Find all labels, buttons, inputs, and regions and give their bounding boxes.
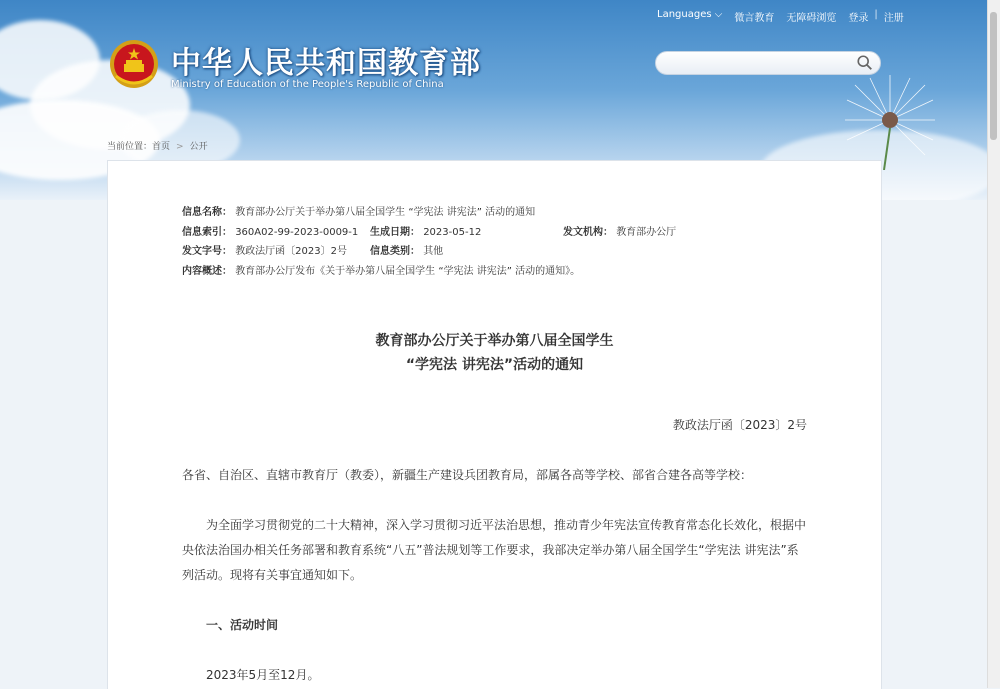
body-paragraph: 为全面学习贯彻党的二十大精神，深入学习贯彻习近平法治思想，推动青少年宪法宣传教育常态化长效化，根据中央依法治国办相关任务部署和教育系统“八五”普法规划等工作要求，我部决定举办第八届全国学生“学宪法 讲宪法”系列活动。现将有关事宜通知如下。 (182, 518, 807, 582)
meta-name-value: 教育部办公厅关于举办第八届全国学生 “学宪法 讲宪法” 活动的通知 (235, 207, 536, 218)
meta-row-docno (182, 242, 580, 262)
meta-summary-value: 教育部办公厅发布《关于举办第八届全国学生 “学宪法 讲宪法” 活动的通知》。 (235, 265, 581, 277)
meta-org-value: 教育部办公厅 (616, 226, 677, 238)
weibo-link[interactable]: 微言教育 (734, 13, 775, 24)
search-box (655, 51, 881, 75)
article-title-line2: “学宪法 讲宪法”活动的通知 (405, 357, 584, 373)
meta-summary-label: 内容概述： (182, 265, 232, 277)
meta-category-value: 其他 (423, 246, 444, 257)
meta-row-name (182, 203, 580, 223)
breadcrumb-current-link[interactable]: 公开 (189, 142, 208, 152)
dandelion-decoration-icon (840, 70, 940, 170)
meta-row-summary (182, 262, 580, 282)
meta-category-label: 信息类别： (370, 246, 420, 257)
search-input[interactable] (666, 55, 855, 72)
addressee-paragraph: 各省、自治区、直辖市教育厅（教委），新疆生产建设兵团教育局，部属各高等学校、部省合建各高等学校： (182, 468, 753, 482)
meta-index-value: 360A02-99-2023-0009-1 (235, 226, 359, 238)
login-link[interactable]: 登录 (848, 13, 869, 24)
metadata-table (182, 203, 677, 281)
register-link[interactable]: 注册 (883, 13, 904, 24)
meta-date-value: 2023-05-12 (423, 226, 482, 238)
breadcrumb (107, 139, 208, 152)
section-text: 2023年5月至12月。 (206, 668, 320, 682)
article-title (108, 329, 881, 377)
article-title-line1: 教育部办公厅关于举办第八届全国学生 (375, 333, 614, 349)
scrollbar-thumb[interactable] (990, 12, 997, 140)
breadcrumb-home-link[interactable]: 首页 (152, 142, 171, 152)
top-navigation (651, 9, 910, 24)
divider: | (874, 9, 878, 20)
document-number: 教政法厅函〔2023〕2号 (672, 418, 807, 432)
meta-org-label: 发文机构： (563, 226, 613, 238)
meta-index-label: 信息索引： (182, 226, 232, 238)
site-subtitle: Ministry of Education of the People's Republic of China (171, 79, 444, 90)
meta-row-index (182, 223, 677, 243)
languages-link[interactable]: Languages ⌵ (657, 9, 723, 20)
section-heading: 一、活动时间 (206, 618, 279, 632)
national-emblem-logo[interactable] (108, 38, 160, 90)
search-icon[interactable] (856, 54, 874, 72)
accessibility-link[interactable]: 无障碍浏览 (786, 13, 837, 24)
meta-docno-label: 发文字号： (182, 246, 232, 257)
vertical-scrollbar[interactable] (987, 0, 1000, 688)
meta-name-label: 信息名称： (182, 207, 232, 218)
article-panel (107, 160, 882, 689)
meta-date-label: 生成日期： (370, 226, 420, 238)
site-title[interactable]: 中华人民共和国教育部 (171, 46, 481, 81)
chevron-right-icon: > (176, 142, 184, 152)
breadcrumb-prefix: 当前位置： (107, 142, 153, 152)
meta-docno-value: 教政法厅函〔2023〕2号 (235, 246, 347, 257)
